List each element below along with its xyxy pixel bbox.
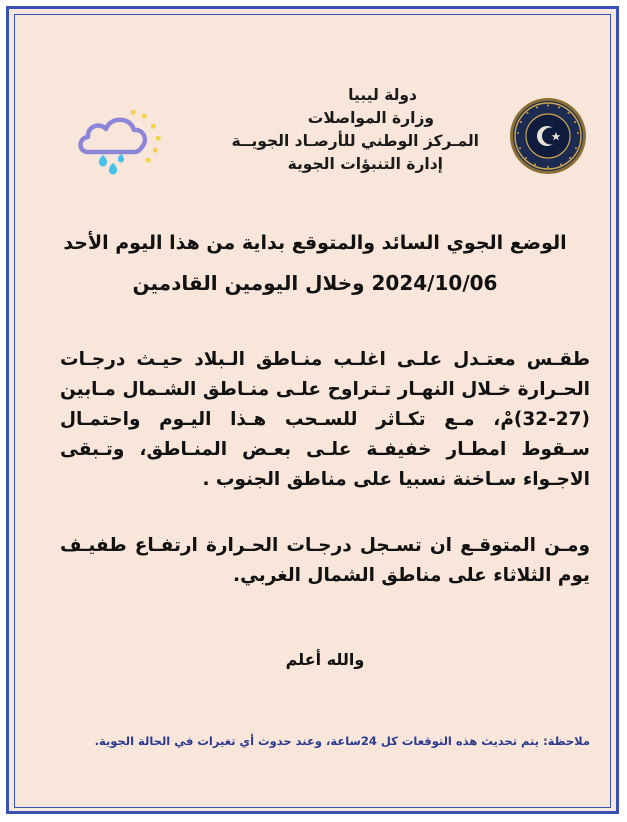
forecast-title-line2: 2024/10/06 وخلال اليومين القادمين [132, 271, 498, 295]
header-ministry: وزارة المواصلات [307, 109, 434, 127]
forecast-title-line1: الوضع الجوي السائد والمتوقع بداية من هذا اليوم الأحد [63, 232, 567, 254]
forecast-paragraph-2: ومـن المتوقـع ان تسـجل درجـات الحـرارة ارتفـاع طفيـف يوم الثلاثاء على مناطق الشمال الغربي. [60, 535, 590, 586]
forecast-paragraph-1: طقـس معتـدل علـى اغلـب منـاطق الـبلاد حيـث درجـات الحـرارة خـلال النهـار تـتراوح علـى منـاطق الشـمال مـابين (27-32)مْ، مـع تكـاثر للسـحب هـذا اليـوم واحتمـال سـقوط امطـار خفيفـة علـى بعـض المنـاطق، وتـبقى الاجـواء سـاخنة نسبيا على مناطق الجنوب . [60, 349, 590, 490]
libya-seal-icon [508, 96, 588, 176]
header-department: إدارة التنبؤات الجوية [287, 155, 443, 173]
update-note: ملاحظة: يتم تحديث هذه التوقعات كل 24ساعة، وعند حدوث أي تغيرات في الحالة الجوية. [94, 734, 590, 748]
header-center: المـركز الوطني للأرصـاد الجويــة [231, 132, 479, 150]
closing-phrase: والله أعلم [285, 650, 365, 669]
header-text [179, 84, 479, 176]
cloud-sun-rain-icon [72, 104, 168, 176]
header-country: دولة ليبيا [348, 86, 417, 104]
